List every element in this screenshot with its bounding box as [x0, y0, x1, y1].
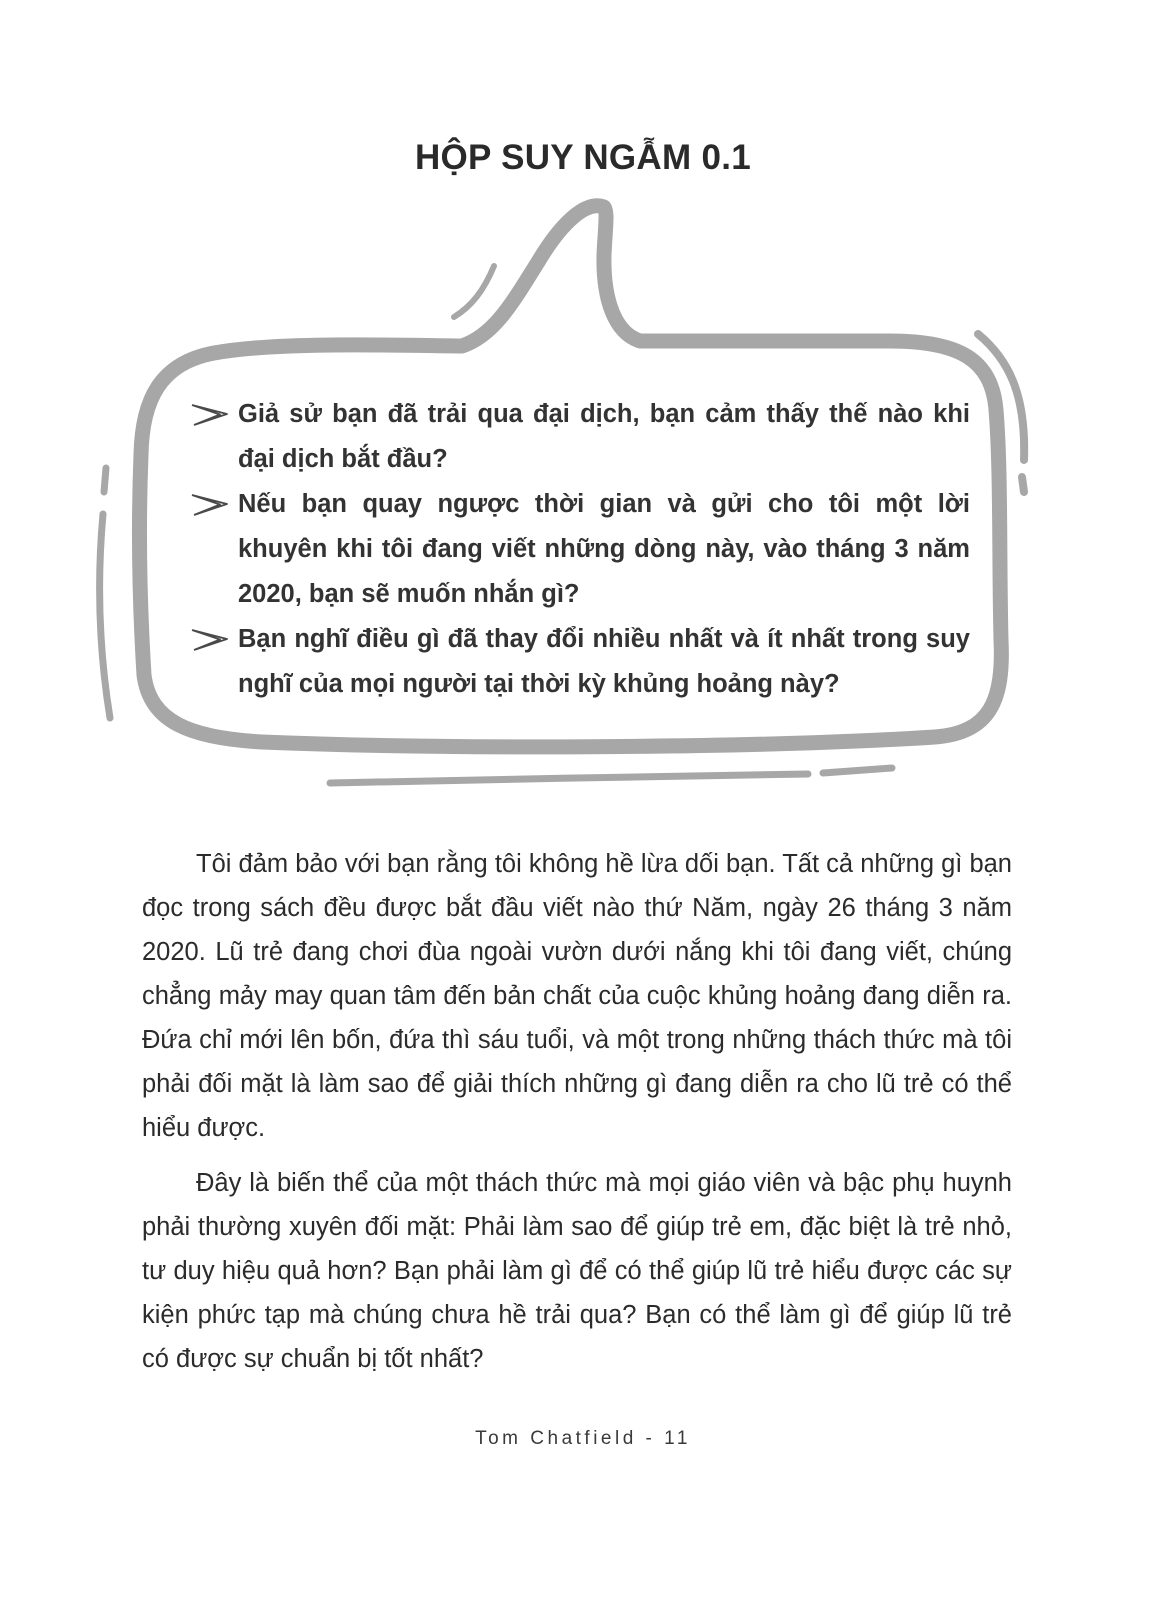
arrow-bullet-icon	[190, 627, 230, 653]
arrow-bullet-icon	[190, 492, 230, 518]
reflection-question	[190, 392, 970, 482]
body-paragraph: Tôi đảm bảo với bạn rằng tôi không hề lừa dối bạn. Tất cả những gì bạn đọc trong sách đều được bắt đầu viết nào thứ Năm, ngày 26 tháng 3 năm 2020. Lũ trẻ đang chơi đùa ngoài vườn dưới nắng khi tôi đang viết, chúng chẳng mảy may quan tâm đến bản chất của cuộc khủng hoảng đang diễn ra. Đứa chỉ mới lên bốn, đứa thì sáu tuổi, và một trong những thách thức mà tôi phải đối mặt là làm sao để giải thích những gì đang diễn ra cho lũ trẻ có thể hiểu được.	[142, 850, 1012, 1142]
body-paragraph: Đây là biến thể của một thách thức mà mọi giáo viên và bậc phụ huynh phải thường xuyên đối mặt: Phải làm sao để giúp trẻ em, đặc biệt là trẻ nhỏ, tư duy hiệu quả hơn? Bạn phải làm gì để có thể giúp lũ trẻ hiểu được các sự kiện phức tạp mà chúng chưa hề trải qua? Bạn có thể làm gì để giúp lũ trẻ có được sự chuẩn bị tốt nhất?	[142, 1169, 1012, 1373]
reflection-question-text: Nếu bạn quay ngược thời gian và gửi cho tôi một lời khuyên khi tôi đang viết những dòng này, vào tháng 3 năm 2020, bạn sẽ muốn nhắn gì?	[238, 490, 970, 608]
tail-accent-stroke	[454, 266, 494, 317]
reflection-question-text: Bạn nghĩ điều gì đã thay đổi nhiều nhất và ít nhất trong suy nghĩ của mọi người tại thời kỳ khủng hoảng này?	[238, 625, 970, 698]
left-accent-stroke	[100, 514, 110, 718]
reflection-question-list	[190, 392, 970, 707]
body-text	[142, 842, 1012, 1392]
page-footer: Tom Chatfield - 11	[475, 1428, 691, 1449]
reflection-question	[190, 482, 970, 617]
arrow-bullet-icon	[190, 402, 230, 428]
reflection-question	[190, 617, 970, 707]
bottom-dash-stroke	[823, 768, 892, 773]
left-dash-stroke	[104, 468, 106, 492]
bottom-accent-stroke	[330, 774, 808, 783]
page-title: HỘP SUY NGẪM 0.1	[414, 138, 752, 177]
reflection-question-text: Giả sử bạn đã trải qua đại dịch, bạn cảm thấy thế nào khi đại dịch bắt đầu?	[238, 400, 970, 473]
right-dash-stroke	[1022, 477, 1024, 492]
